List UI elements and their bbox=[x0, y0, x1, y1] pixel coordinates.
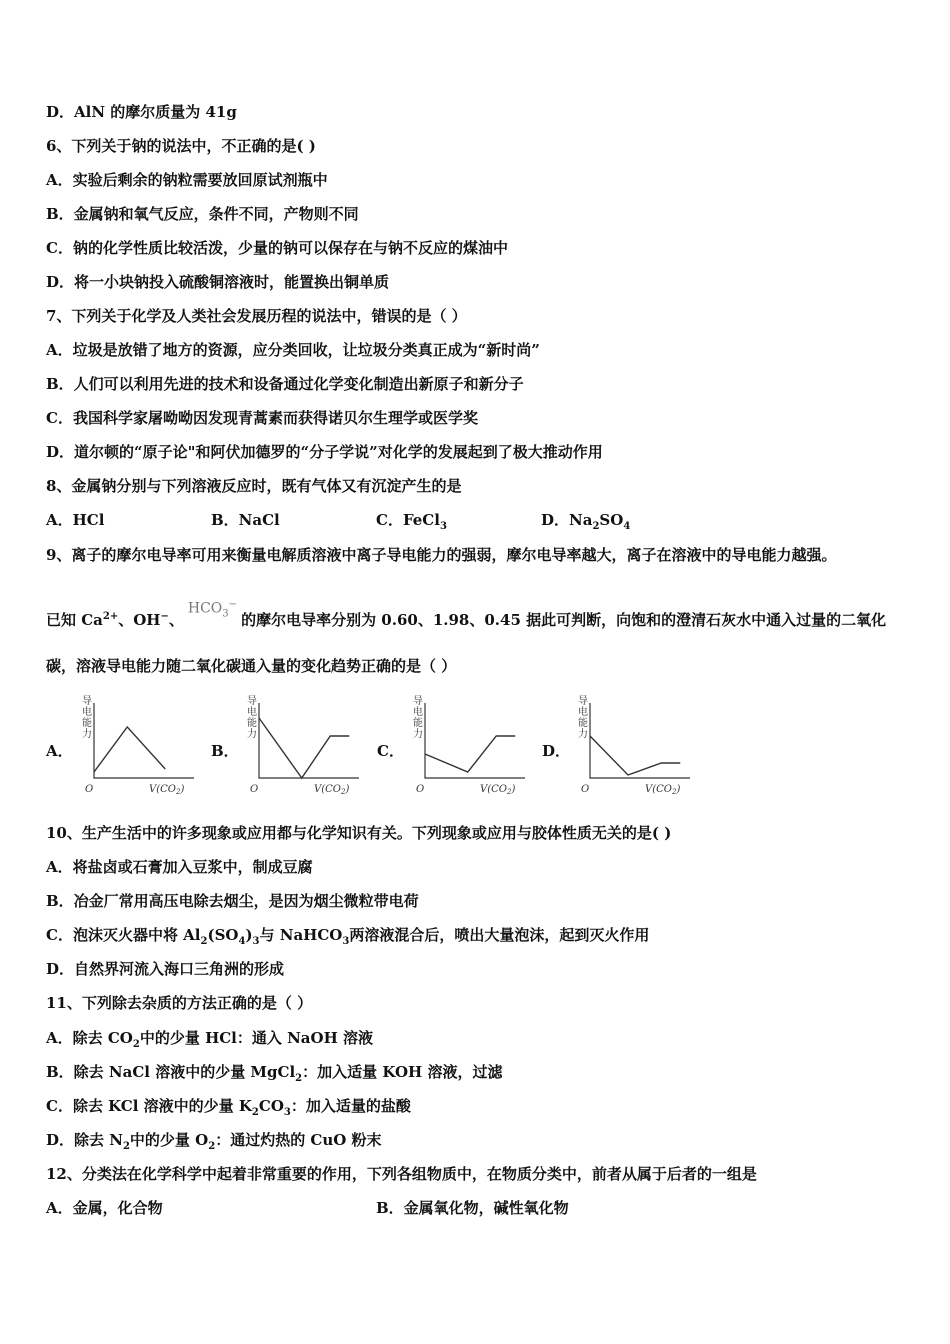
q11c-pre: C．除去 KCl 溶液中的少量 K bbox=[46, 1097, 252, 1115]
y-axis-label-char: 导 bbox=[578, 696, 588, 707]
q9-graph-label: D． bbox=[542, 742, 571, 760]
y-axis-label-char: 能 bbox=[578, 718, 588, 729]
q9-graph-svg bbox=[542, 690, 692, 805]
q12-option-a[interactable]: A．金属，化合物 bbox=[46, 1199, 163, 1217]
q11d-sub1: 2 bbox=[122, 1141, 130, 1152]
q6-option-c[interactable]: C．钠的化学性质比较活泼，少量的钠可以保存在与钠不反应的煤油中 bbox=[46, 239, 508, 257]
axes bbox=[94, 703, 194, 778]
y-axis-label-char: 力 bbox=[247, 729, 257, 740]
q8-option-c[interactable] bbox=[376, 510, 447, 537]
q11d-sub2: 2 bbox=[208, 1141, 216, 1152]
y-axis-label-char: 电 bbox=[413, 707, 423, 718]
y-axis-label-char: 能 bbox=[413, 718, 423, 729]
q6-option-d[interactable]: D．将一小块钠投入硫酸铜溶液时，能置换出铜单质 bbox=[46, 273, 390, 291]
q11-stem: 11、下列除去杂质的方法正确的是（ ） bbox=[46, 994, 313, 1012]
y-axis-label-char: 导 bbox=[413, 696, 423, 707]
q11d-pre: D．除去 N bbox=[46, 1131, 123, 1149]
q7-option-a[interactable]: A．垃圾是放错了地方的资源，应分类回收，让垃圾分类真正成为“新时尚” bbox=[46, 341, 540, 359]
q9-hco3-text: HCO bbox=[187, 601, 223, 617]
q10-option-c[interactable] bbox=[46, 925, 649, 952]
q10c-pre: C．泡沫灭火器中将 Al bbox=[46, 926, 201, 944]
q10c-sub1: 2 bbox=[200, 936, 208, 947]
q11-option-c[interactable] bbox=[46, 1096, 411, 1123]
q7-option-d[interactable]: D．道尔顿的“原子论"和阿伏加德罗的“分子学说”对化学的发展起到了极大推动作用 bbox=[46, 443, 603, 461]
axes bbox=[425, 703, 525, 778]
q8-c-sub: 3 bbox=[439, 521, 447, 532]
q9-graph-label: C． bbox=[377, 742, 404, 760]
q12-stem: 12、分类法在化学科学中起着非常重要的作用，下列各组物质中，在物质分类中，前者从属于后者的一组是 bbox=[46, 1165, 757, 1183]
q9-hco3-sup: − bbox=[228, 599, 238, 611]
conductivity-curve bbox=[425, 736, 515, 772]
q10c-sub4: 3 bbox=[342, 936, 350, 947]
q9-ca: 已知 Ca bbox=[46, 611, 103, 629]
q11c-mid: CO bbox=[258, 1097, 284, 1115]
y-axis-label-char: 导 bbox=[82, 696, 92, 707]
y-axis-label-char: 电 bbox=[247, 707, 257, 718]
q10-stem: 10、生产生活中的许多现象或应用都与化学知识有关。下列现象或应用与胶体性质无关的是( ) bbox=[46, 824, 672, 842]
q8-option-a[interactable]: A．HCl bbox=[46, 511, 105, 529]
q6-option-b[interactable]: B．金属钠和氧气反应，条件不同，产物则不同 bbox=[46, 205, 359, 223]
origin-label: O bbox=[581, 784, 590, 795]
q9-graph-svg bbox=[211, 690, 361, 805]
q9-graph-option-d[interactable] bbox=[542, 690, 692, 805]
conductivity-curve bbox=[259, 718, 349, 778]
conductivity-curve bbox=[590, 736, 680, 775]
q9-ca-sup: 2+ bbox=[102, 611, 119, 622]
q9-graph-label: B． bbox=[211, 742, 239, 760]
q9-stem: 9、离子的摩尔电导率可用来衡量电解质溶液中离子导电能力的强弱，摩尔电导率越大，离子在溶液中的导电能力越强。 bbox=[46, 546, 837, 564]
origin-label: O bbox=[250, 784, 259, 795]
q9-rest: 的摩尔电导率分别为 0.60、1.98、0.45 据此可判断，向饱和的澄清石灰水中通入过量的二氧化 bbox=[241, 611, 887, 629]
origin-label: O bbox=[85, 784, 94, 795]
q11c-sub1: 2 bbox=[251, 1107, 259, 1118]
x-axis-label: $V(CO_2)$ bbox=[645, 784, 681, 796]
q10-option-b[interactable]: B．冶金厂常用高压电除去烟尘，是因为烟尘微粒带电荷 bbox=[46, 892, 419, 910]
q9-oh-sup: − bbox=[160, 611, 169, 622]
q9-graph-option-a[interactable] bbox=[46, 690, 196, 805]
q8-options bbox=[46, 510, 906, 530]
q8-d-mid: SO bbox=[599, 511, 624, 529]
y-axis-label-char: 能 bbox=[82, 718, 92, 729]
q8-d-text: D．Na bbox=[541, 511, 593, 529]
y-axis-label-char: 力 bbox=[82, 729, 92, 740]
q11a-post: 中的少量 HCl：通入 NaOH 溶液 bbox=[139, 1029, 373, 1047]
q11c-post: ：加入适量的盐酸 bbox=[290, 1097, 411, 1115]
q9-oh: 、OH bbox=[118, 611, 161, 629]
q9-graph-option-c[interactable] bbox=[377, 690, 527, 805]
q8-d-sub1: 2 bbox=[592, 521, 600, 532]
q10c-sub2: 4 bbox=[238, 936, 246, 947]
axes bbox=[590, 703, 690, 778]
q11-option-b[interactable] bbox=[46, 1062, 502, 1089]
q9-hco3-formula bbox=[188, 595, 237, 624]
y-axis-label-char: 力 bbox=[578, 729, 588, 740]
q11d-mid: 中的少量 O bbox=[129, 1131, 209, 1149]
y-axis-label-char: 电 bbox=[82, 707, 92, 718]
conductivity-curve bbox=[94, 727, 165, 772]
q9-graph-svg bbox=[377, 690, 527, 805]
y-axis-label-char: 导 bbox=[247, 696, 257, 707]
q11b-pre: B．除去 NaCl 溶液中的少量 MgCl bbox=[46, 1063, 296, 1081]
q11b-post: ：加入适量 KOH 溶液，过滤 bbox=[302, 1063, 503, 1081]
x-axis-label: $V(CO_2)$ bbox=[480, 784, 516, 796]
q11c-sub2: 3 bbox=[283, 1107, 291, 1118]
y-axis-label-char: 电 bbox=[578, 707, 588, 718]
q11-option-d[interactable] bbox=[46, 1130, 382, 1157]
q5-option-d: D．AlN 的摩尔质量为 41g bbox=[46, 103, 237, 121]
q12-option-b[interactable]: B．金属氧化物，碱性氧化物 bbox=[376, 1199, 569, 1217]
x-axis-label: $V(CO_2)$ bbox=[314, 784, 350, 796]
q10-option-a[interactable]: A．将盐卤或石膏加入豆浆中，制成豆腐 bbox=[46, 858, 313, 876]
q10c-mid: 与 NaHCO bbox=[259, 926, 343, 944]
q7-option-c[interactable]: C．我国科学家屠呦呦因发现青蒿素而获得诺贝尔生理学或医学奖 bbox=[46, 409, 478, 427]
origin-label: O bbox=[416, 784, 425, 795]
q11a-sub: 2 bbox=[132, 1039, 140, 1050]
q10c-post: 两溶液混合后，喷出大量泡沫，起到灭火作用 bbox=[349, 926, 650, 944]
q9-sep: 、 bbox=[168, 611, 184, 629]
q8-option-d[interactable] bbox=[541, 510, 630, 537]
q10c-p1: (SO bbox=[207, 926, 239, 944]
q9-graph-svg bbox=[46, 690, 196, 805]
y-axis-label-char: 力 bbox=[413, 729, 423, 740]
q6-option-a[interactable]: A．实验后剩余的钠粒需要放回原试剂瓶中 bbox=[46, 171, 328, 189]
y-axis-label-char: 能 bbox=[247, 718, 257, 729]
q12-options bbox=[46, 1198, 906, 1218]
q11d-post: ：通过灼热的 CuO 粉末 bbox=[215, 1131, 382, 1149]
q11a-pre: A．除去 CO bbox=[46, 1029, 133, 1047]
q11-option-a[interactable] bbox=[46, 1028, 373, 1055]
q9-stem-line2 bbox=[46, 599, 887, 637]
q7-stem: 7、下列关于化学及人类社会发展历程的说法中，错误的是（ ） bbox=[46, 307, 467, 325]
q8-stem: 8、金属钠分别与下列溶液反应时，既有气体又有沉淀产生的是 bbox=[46, 477, 462, 495]
q10-option-d[interactable]: D．自然界河流入海口三角洲的形成 bbox=[46, 960, 285, 978]
q9-stem-line3: 碳，溶液导电能力随二氧化碳通入量的变化趋势正确的是（ ） bbox=[46, 657, 457, 675]
q11b-sub: 2 bbox=[295, 1073, 303, 1084]
q6-stem: 6、下列关于钠的说法中，不正确的是( ) bbox=[46, 137, 316, 155]
x-axis-label: $V(CO_2)$ bbox=[149, 784, 185, 796]
q7-option-b[interactable]: B．人们可以利用先进的技术和设备通过化学变化制造出新原子和新分子 bbox=[46, 375, 524, 393]
q8-c-text: C．FeCl bbox=[376, 511, 440, 529]
q9-graph-option-b[interactable] bbox=[211, 690, 361, 805]
q10c-sub3: 3 bbox=[252, 936, 260, 947]
q10c-p2: ) bbox=[245, 926, 253, 944]
q9-hco3-sub: 3 bbox=[222, 608, 229, 620]
q8-d-sub2: 4 bbox=[623, 521, 631, 532]
q9-graph-label: A． bbox=[46, 742, 73, 760]
q8-option-b[interactable]: B．NaCl bbox=[211, 511, 280, 529]
